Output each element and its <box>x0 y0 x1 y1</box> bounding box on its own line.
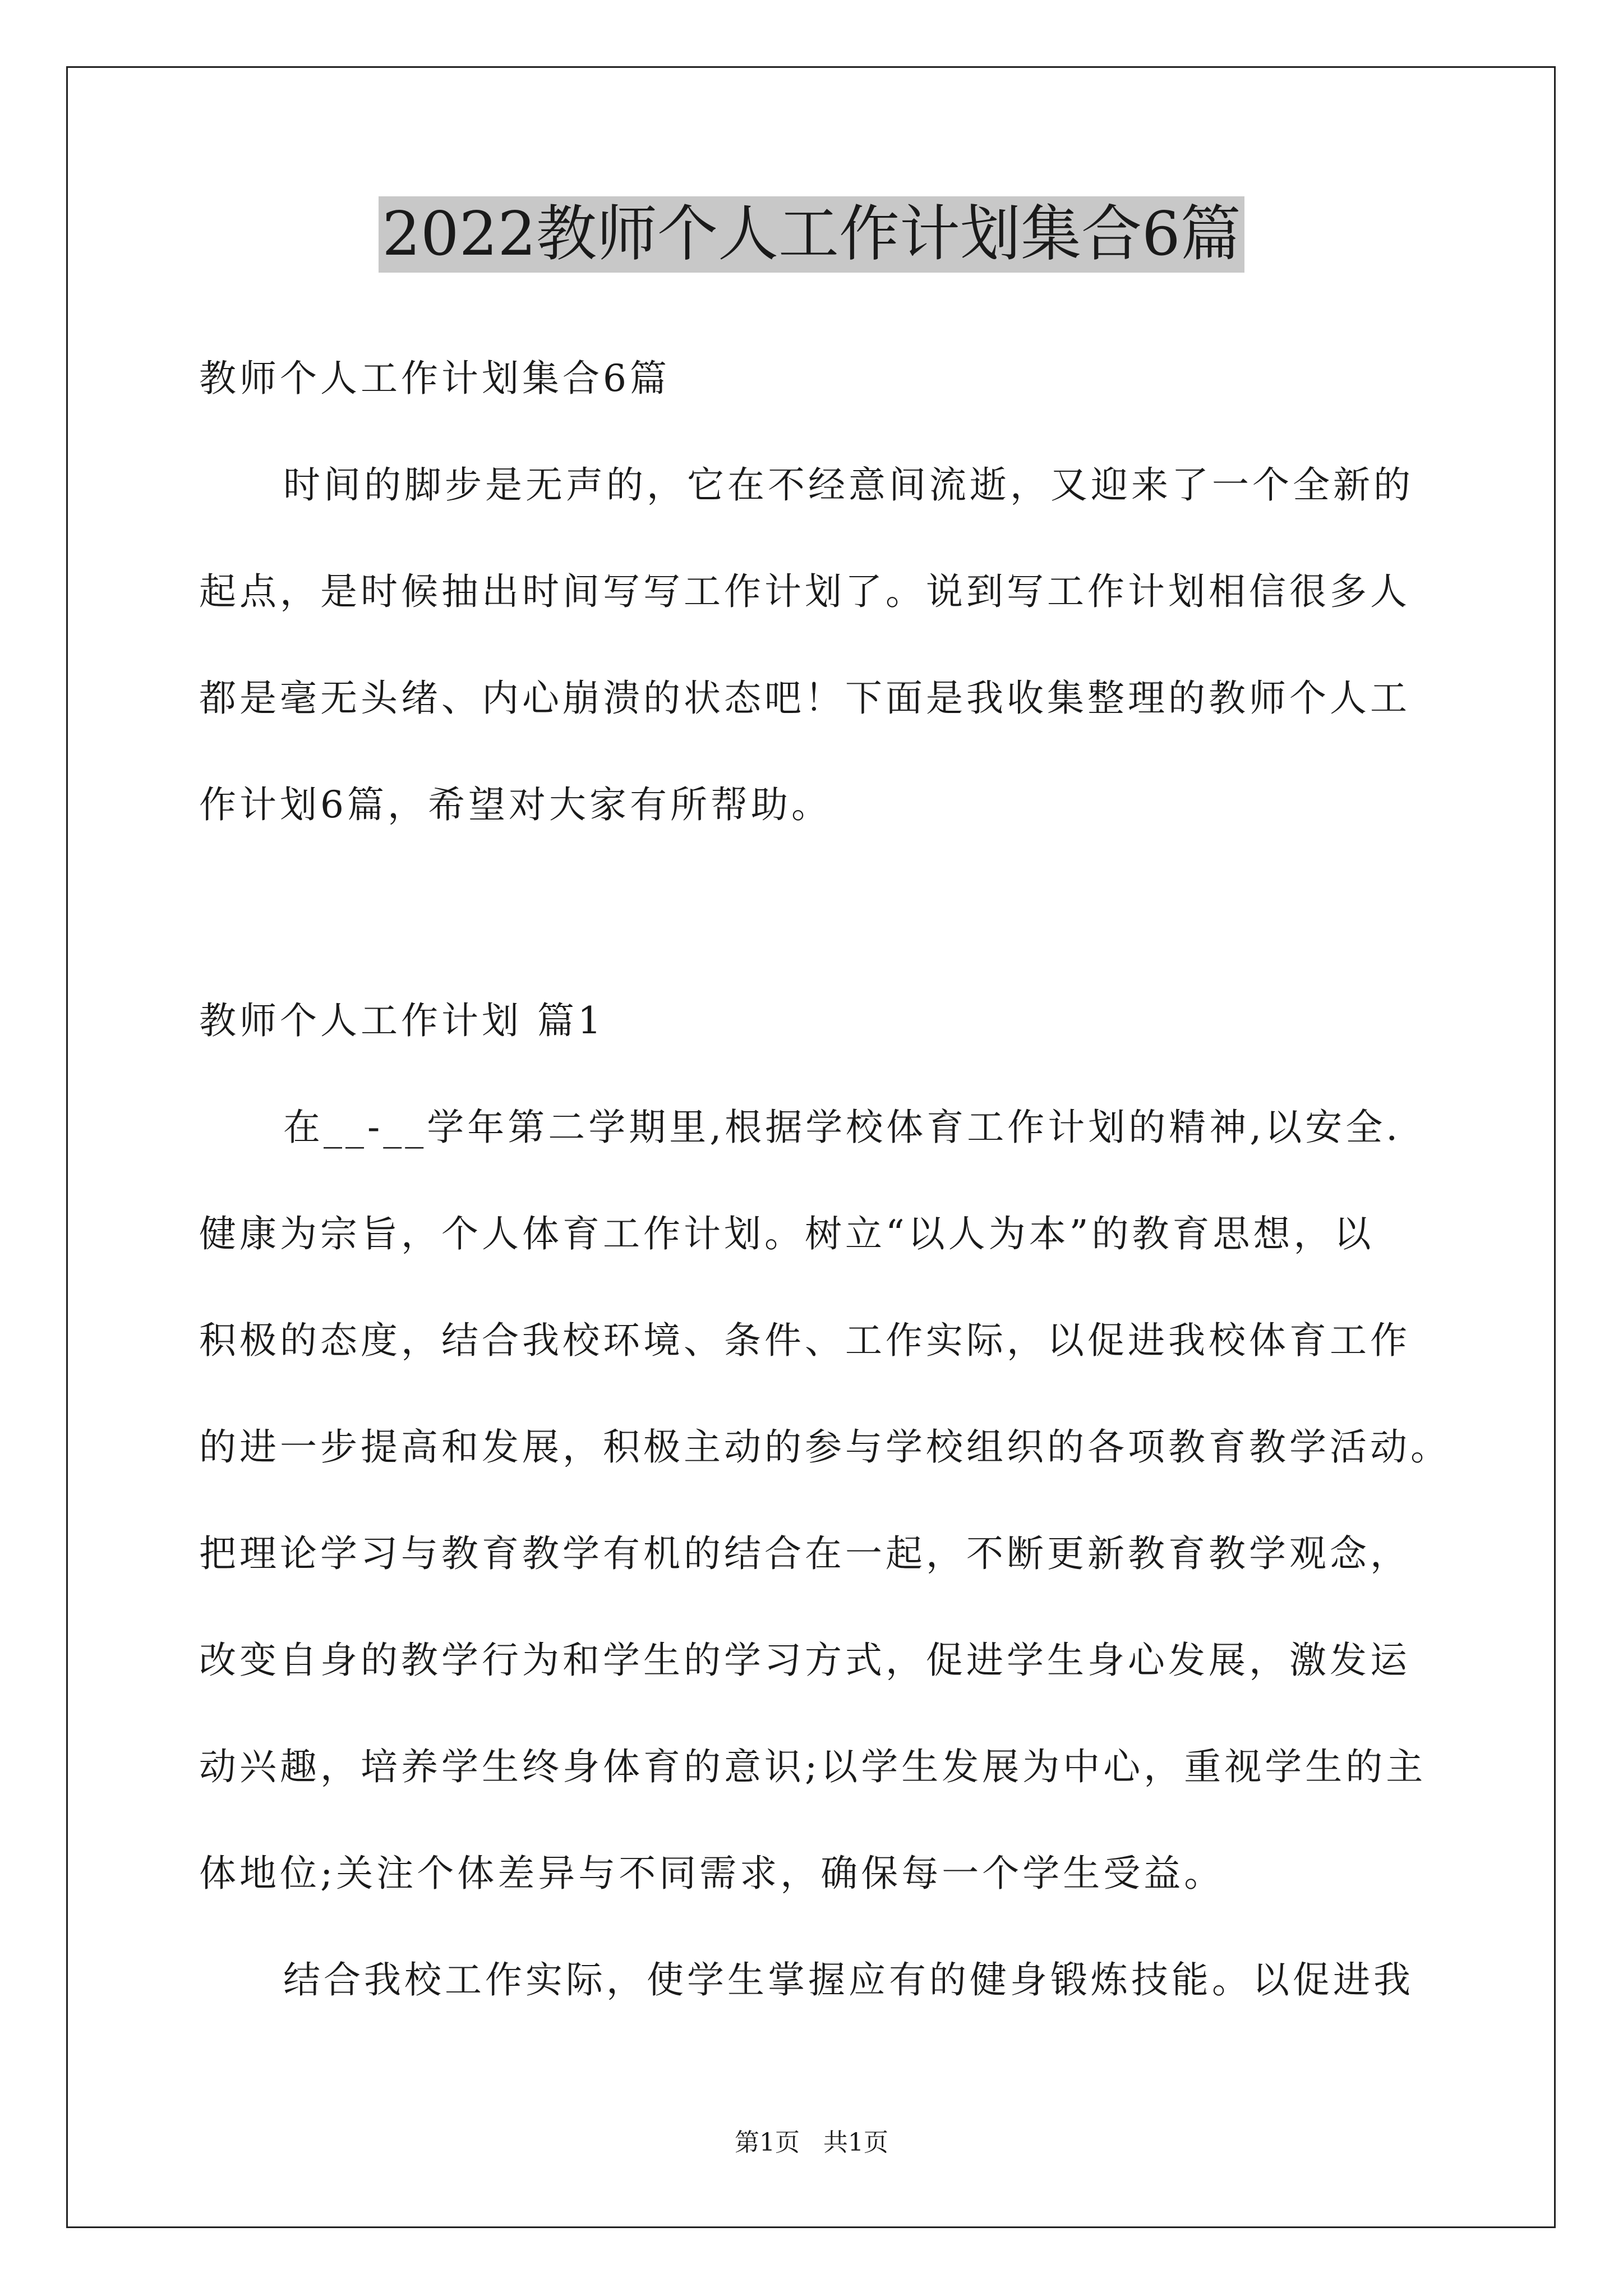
body-line: 在__-__学年第二学期里,根据学校体育工作计划的精神,以安全. <box>283 1106 1401 1149</box>
intro-line: 起点，是时候抽出时间写写工作计划了。说到写工作计划相信很多人 <box>199 570 1410 613</box>
body-line: 动兴趣，培养学生终身体育的意识;以学生发展为中心，重视学生的主 <box>199 1745 1427 1788</box>
body-line: 体地位;关注个体差异与不同需求，确保每一个学生受益。 <box>199 1852 1225 1895</box>
intro-line: 作计划6篇，希望对大家有所帮助。 <box>199 783 832 826</box>
document-subtitle: 教师个人工作计划集合6篇 <box>199 357 670 400</box>
section-heading: 教师个人工作计划 篇1 <box>199 999 605 1042</box>
title-container <box>0 196 1623 273</box>
page-footer <box>0 2126 1623 2160</box>
body-line: 把理论学习与教育教学有机的结合在一起，不断更新教育教学观念， <box>199 1532 1410 1575</box>
body-line: 改变自身的教学行为和学生的学习方式，促进学生身心发展，激发运 <box>199 1639 1410 1682</box>
document-title: 2022教师个人工作计划集合6篇 <box>379 196 1244 273</box>
body-line: 的进一步提高和发展，积极主动的参与学校组织的各项教育教学活动。 <box>199 1425 1451 1469</box>
intro-line: 都是毫无头绪、内心崩溃的状态吧！下面是我收集整理的教师个人工 <box>199 677 1410 720</box>
page-number: 第1页 <box>735 2128 800 2157</box>
intro-line: 时间的脚步是无声的，它在不经意间流逝，又迎来了一个全新的 <box>283 463 1414 507</box>
body-line: 结合我校工作实际，使学生掌握应有的健身锻炼技能。以促进我 <box>283 1958 1414 2001</box>
body-line: 积极的态度，结合我校环境、条件、工作实际，以促进我校体育工作 <box>199 1319 1410 1362</box>
body-line: 健康为宗旨，个人体育工作计划。树立“以人为本”的教育思想，以 <box>199 1212 1375 1255</box>
page-total: 共1页 <box>823 2128 888 2157</box>
